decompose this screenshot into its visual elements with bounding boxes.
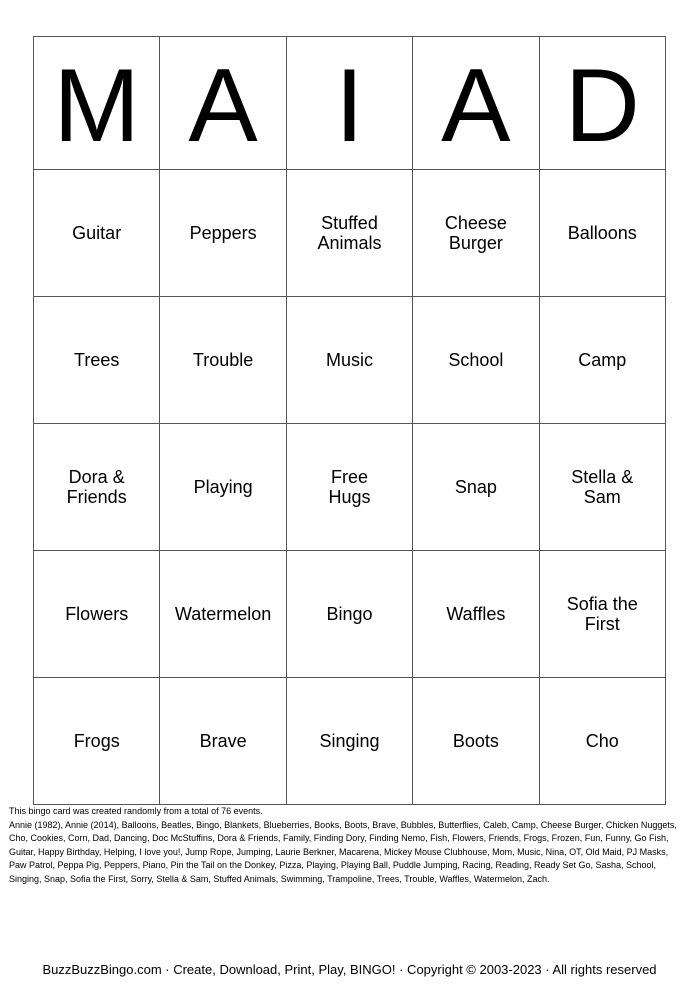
bingo-cell	[539, 170, 665, 297]
bingo-row	[34, 678, 666, 805]
bingo-cell	[160, 424, 286, 551]
bingo-cell	[34, 424, 160, 551]
bingo-cell	[539, 297, 665, 424]
bingo-cell	[286, 551, 412, 678]
cell-label: Playing	[193, 477, 253, 497]
bingo-cell	[160, 297, 286, 424]
header-letter: D	[539, 37, 665, 170]
cell-label: Trees	[74, 350, 120, 370]
cell-label: Trouble	[192, 350, 254, 370]
cell-label: Guitar	[72, 223, 122, 243]
bingo-cell	[413, 170, 539, 297]
bingo-cell	[286, 170, 412, 297]
cell-label: Balloons	[567, 223, 637, 243]
bingo-cell	[413, 424, 539, 551]
event-list-note	[9, 805, 685, 886]
event-count-note: This bingo card was created randomly from a total of 76 events.	[9, 806, 263, 816]
cell-label: Singing	[319, 731, 380, 751]
cell-label: Flowers	[65, 604, 129, 624]
bingo-cell	[413, 551, 539, 678]
cell-label: Waffles	[446, 604, 506, 624]
bingo-row	[34, 170, 666, 297]
cell-label: Free Hugs	[328, 467, 371, 507]
bingo-row	[34, 551, 666, 678]
bingo-row	[34, 297, 666, 424]
bingo-cell	[34, 297, 160, 424]
cell-label: Camp	[578, 350, 627, 370]
bingo-cell	[539, 678, 665, 805]
event-list: Annie (1982), Annie (2014), Balloons, Beatles, Bingo, Blankets, Blueberries, Books, Boots, Brave, Bubbles, Butterflies, Caleb, Camp, Cheese Burger, Chicken Nuggets, Cho, Cookies, Corn, Dad, Dancing, Doc McStuffins, Dora & Friends, Family, Finding Dory, Finding Nemo, Fish, Flowers, Friends, Frogs, Frozen, Fun, Funny, Go Fish, Guitar, Happy Birthday, Helping, I love you!, Jump Rope, Jumping, Laurie Berkner, Macarena, Mickey Mouse Clubhouse, Mom, Music, Nina, OT, Old Maid, PJ Masks, Paw Patrol, Peppa Pig, Peppers, Piano, Pin the Tail on the Donkey, Pizza, Playing, Playing Ball, Puddle Jumping, Racing, Reading, Ready Set Go, Sasha, School, Singing, Snap, Sofia the First, Sorry, Stella & Sam, Stuffed Animals, Swimming, Trampoline, Trees, Trouble, Waffles, Watermelon, Zach.	[9, 819, 677, 884]
bingo-cell	[413, 678, 539, 805]
cell-label: Watermelon	[174, 604, 272, 624]
bingo-cell	[413, 297, 539, 424]
bingo-cell	[34, 170, 160, 297]
cell-label: Stuffed Animals	[317, 213, 382, 253]
cell-label: Cho	[585, 731, 619, 751]
cell-label: Stella & Sam	[571, 467, 634, 507]
cell-label: Bingo	[326, 604, 373, 624]
bingo-cell	[160, 551, 286, 678]
cell-label: Peppers	[189, 223, 257, 243]
cell-label: School	[448, 350, 504, 370]
header-row	[34, 37, 666, 170]
cell-label: Boots	[452, 731, 499, 751]
bingo-cell	[286, 424, 412, 551]
cell-label: Dora & Friends	[66, 467, 127, 507]
bingo-card	[33, 36, 666, 805]
cell-label: Music	[325, 350, 373, 370]
copyright-footer: BuzzBuzzBingo.com · Create, Download, Print, Play, BINGO! · Copyright © 2003-2023 · All rights reserved	[42, 962, 657, 977]
bingo-cell	[286, 297, 412, 424]
cell-label: Frogs	[73, 731, 120, 751]
header-letter: A	[160, 37, 286, 170]
cell-label: Snap	[454, 477, 497, 497]
cell-label: Brave	[199, 731, 247, 751]
cell-label: Sofia the First	[566, 594, 638, 634]
bingo-cell	[160, 678, 286, 805]
bingo-cell	[34, 678, 160, 805]
header-letter: A	[413, 37, 539, 170]
cell-label: Cheese Burger	[444, 213, 507, 253]
bingo-cell	[539, 551, 665, 678]
header-letter: I	[286, 37, 412, 170]
bingo-cell	[160, 170, 286, 297]
bingo-row	[34, 424, 666, 551]
bingo-cell	[34, 551, 160, 678]
header-letter: M	[34, 37, 160, 170]
bingo-cell	[539, 424, 665, 551]
bingo-cell	[286, 678, 412, 805]
